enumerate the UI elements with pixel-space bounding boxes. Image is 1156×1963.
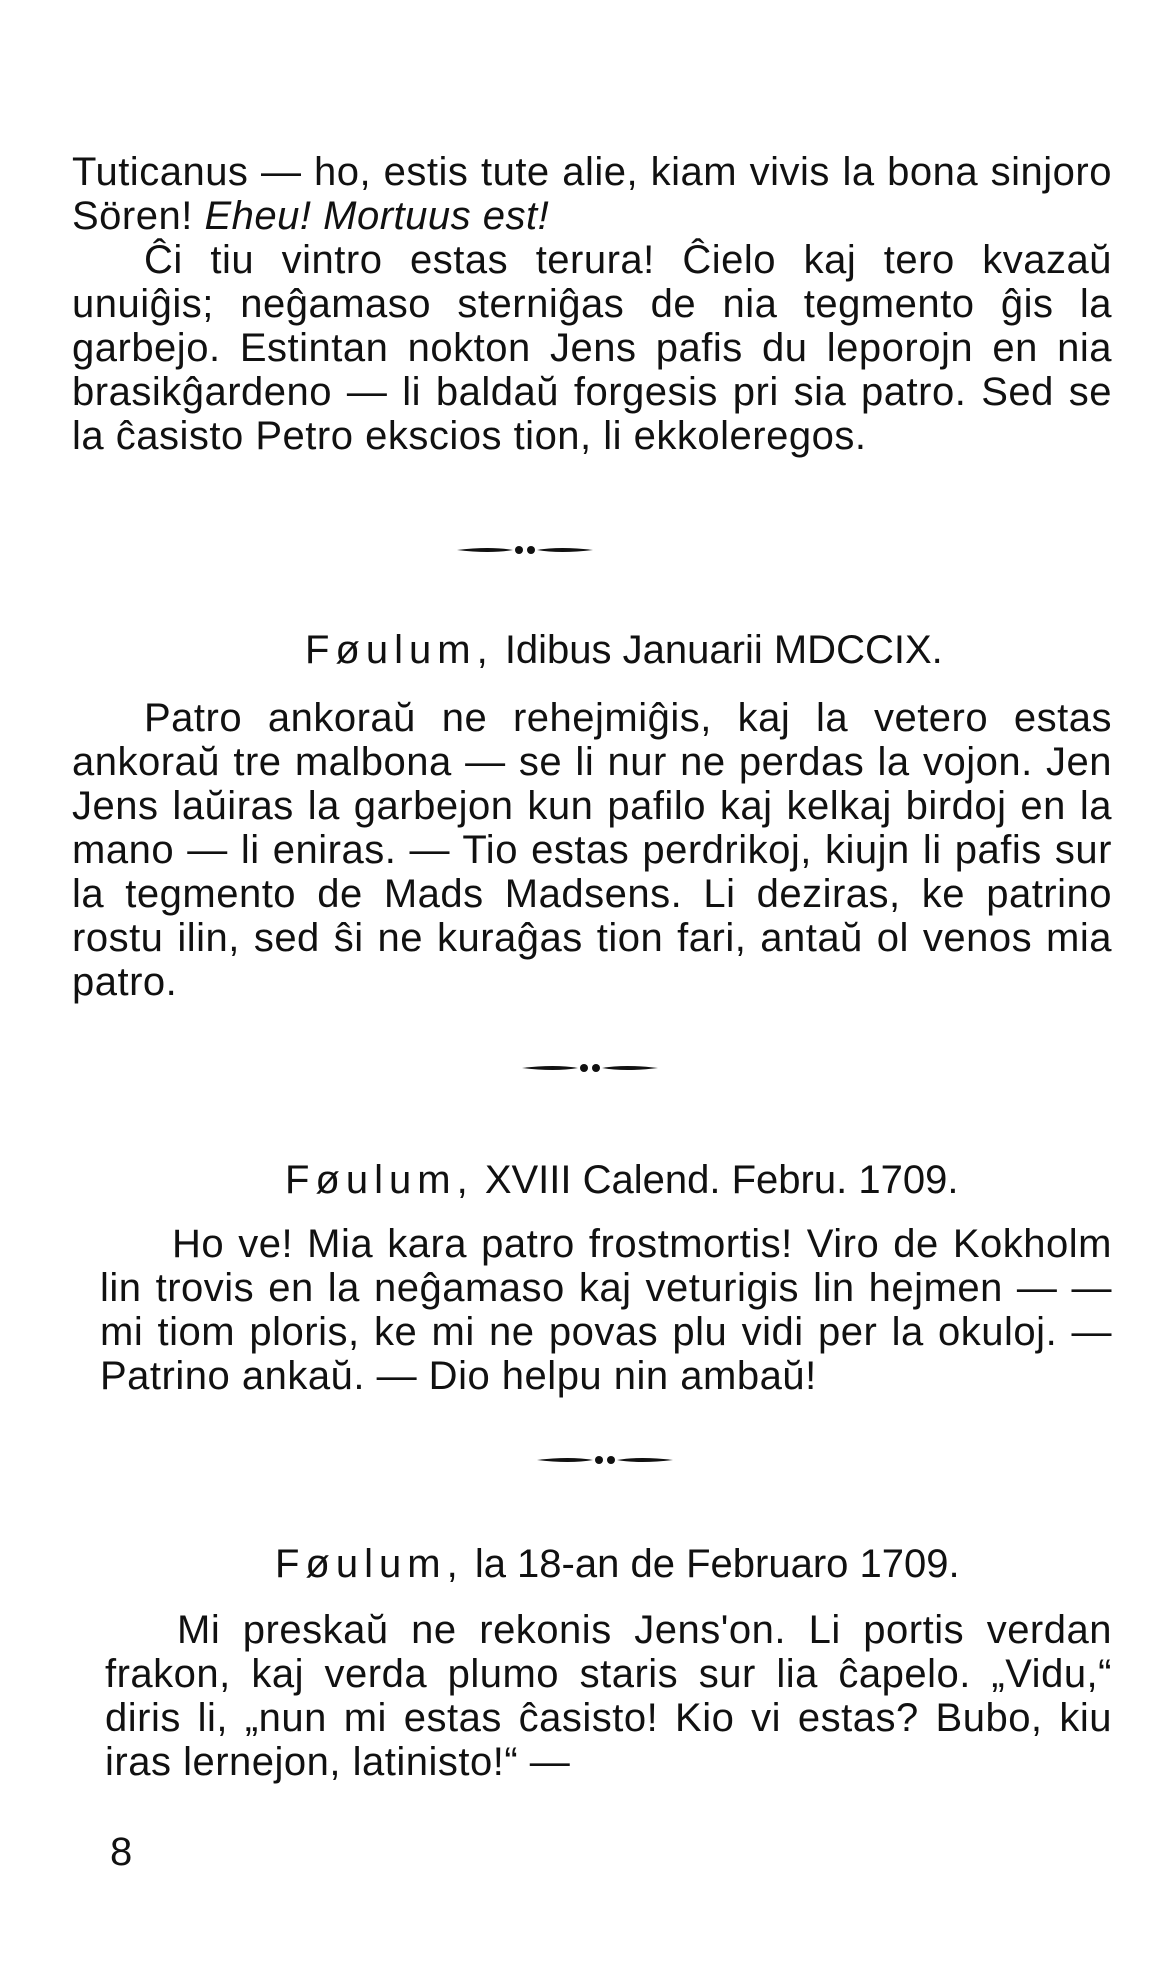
heading-date-2: XVIII Calend. Febru. 1709. — [484, 1158, 959, 1202]
entry-heading-3 — [275, 1542, 960, 1586]
paragraph-1-italic: Eheu! Mortuus est! — [204, 194, 550, 238]
page-number: 8 — [110, 1830, 133, 1874]
heading-date-1: Idibus Januarii MDCCIX. — [504, 628, 943, 672]
heading-date-3: la 18-an de Februaro 1709. — [474, 1542, 960, 1586]
ornament-divider-1 — [455, 542, 595, 558]
paragraph-5: Mi preskaŭ ne rekonis Jens'on. Li portis verdan frakon, kaj verda plumo staris sur lia ĉapelo. „Vidu,“ diris li, „nun mi estas ĉasisto! Kio vi estas? Bubo, kiu iras lernejon, latinisto!“ — — [105, 1608, 1112, 1784]
paragraph-2: Ĉi tiu vintro estas terura! Ĉielo kaj tero kvazaŭ unuiĝis; neĝamaso sterniĝas de nia tegmento ĝis la garbejo. Estintan nokton Jens pafis du leporojn en nia brasikĝardeno — li baldaŭ forgesis pri sia patro. Sed se la ĉasisto Petro ekscios tion, li ekkoleregos. — [72, 238, 1112, 458]
entry-heading-1 — [305, 628, 943, 672]
text-block-1 — [72, 150, 1112, 458]
paragraph-3: Patro ankoraŭ ne rehejmiĝis, kaj la vetero estas ankoraŭ tre malbona — se li nur ne perdas la vojon. Jen Jens laŭiras la garbejon kun pafilo kaj kelkaj birdoj en la mano — li eniras. — Tio estas perdrikoj, kiujn li pafis sur la tegmento de Mads Madsens. Li deziras, ke patrino rostu ilin, sed ŝi ne kuraĝas tion fari, antaŭ ol venos mia patro. — [72, 696, 1112, 1004]
text-block-2 — [72, 696, 1112, 1004]
text-block-3 — [100, 1222, 1112, 1398]
heading-place-3: Føulum, — [275, 1542, 464, 1586]
ornament-divider-3 — [535, 1452, 675, 1468]
heading-place-2: Føulum, — [285, 1158, 474, 1202]
ornament-divider-2 — [520, 1060, 660, 1076]
entry-heading-2 — [285, 1158, 958, 1202]
heading-place-1: Føulum, — [305, 628, 494, 672]
text-block-4 — [105, 1608, 1112, 1784]
paragraph-1 — [72, 150, 1112, 238]
paragraph-4: Ho ve! Mia kara patro frostmortis! Viro de Kokholm lin trovis en la neĝamaso kaj veturigis lin hejmen — — mi tiom ploris, ke mi ne povas plu vidi per la okuloj. — Patrino ankaŭ. — Dio helpu nin ambaŭ! — [100, 1222, 1112, 1398]
paragraph-1-text: Tuticanus — ho, estis tute alie, kiam vivis la bona sinjoro Sören! — [72, 150, 1112, 238]
